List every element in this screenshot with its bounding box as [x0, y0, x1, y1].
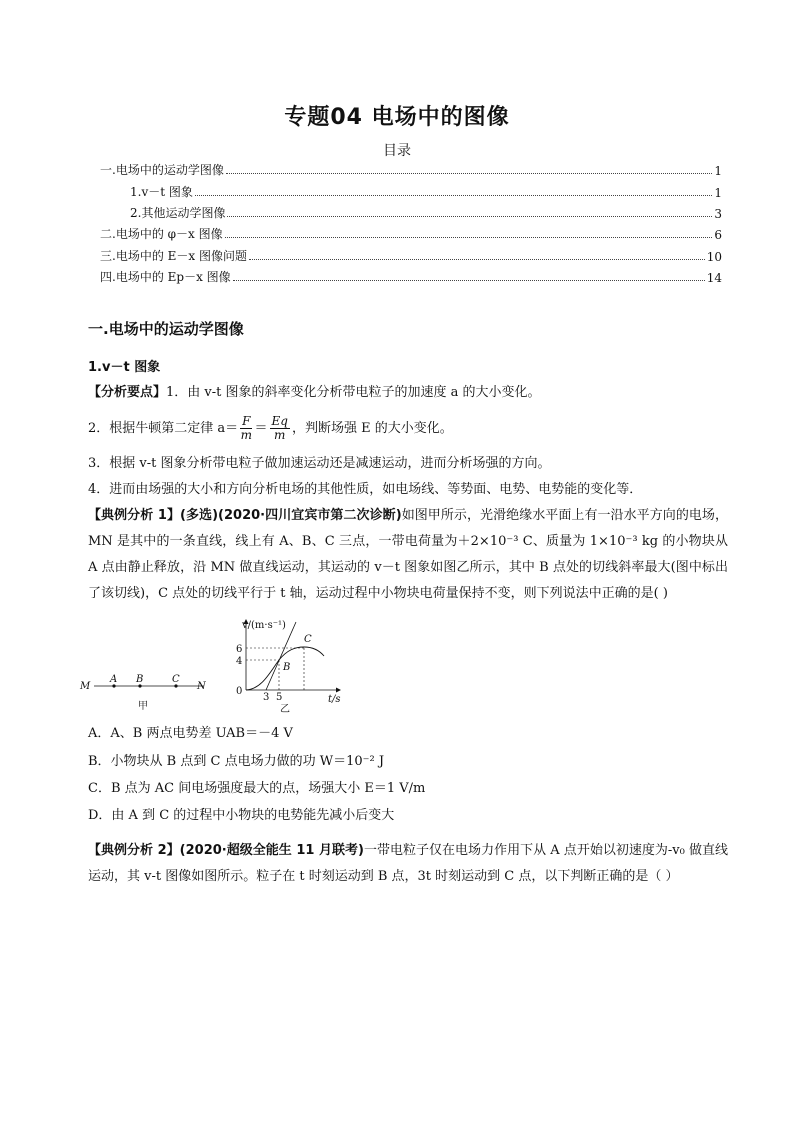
figure-a-line-mn: [79, 674, 207, 712]
frac-numerator: Eq: [271, 414, 288, 428]
toc-item-label: 一.电场中的运动学图像: [100, 163, 224, 177]
fraction-f-over-m: [240, 415, 252, 442]
y-tick-4: 4: [236, 656, 243, 667]
tangent-at-b: [266, 622, 296, 690]
option-c[interactable]: C．B 点为 AC 间电场强度最大的点，场强大小 E＝1 V/m: [88, 781, 426, 796]
toc-item-page: 1: [714, 164, 722, 178]
point-m-label: M: [80, 681, 91, 692]
x-tick-5: 5: [276, 692, 283, 703]
fraction-eq-over-m: [270, 415, 290, 442]
example-1-label: 【典例分析 1】(多选)(2020·四川宜宾市第二次诊断): [88, 508, 402, 523]
toc-leader: [249, 259, 705, 260]
page-title: 专题04 电场中的图像: [284, 105, 510, 130]
key-point-4: 4．进而由场强的大小和方向分析电场的其他性质，如电场线、等势面、电势、电势能的变化等．: [88, 482, 643, 497]
x-tick-3: 3: [263, 692, 270, 703]
toc-item-label: 1.v－t 图象: [130, 185, 193, 199]
frac-denominator: m: [274, 428, 286, 442]
toc-leader: [225, 237, 713, 238]
point-a-label: A: [110, 674, 118, 685]
key-point-2: [88, 409, 728, 449]
point-n-label: N: [197, 681, 206, 692]
example-2-text: 一带电粒子仅在电场力作用下从 A 点开始以初速度为-v₀ 做直线运动，其 v-t 图像如图所示。粒子在 t 时刻运动到 B 点，3t 时刻运动到 C 点，以下判断正确的是（ ）: [88, 843, 729, 884]
frac-denominator: m: [240, 428, 253, 442]
figure-b-vt-graph: [236, 619, 341, 715]
example-2-label: 【典例分析 2】(2020·超级全能生 11 月联考): [88, 843, 364, 858]
figure-b-caption: 乙: [280, 704, 290, 715]
point-c-label: C: [172, 674, 180, 685]
toc-item-page: 3: [714, 207, 722, 221]
toc-item-page: 6: [714, 228, 722, 242]
toc-leader: [226, 173, 713, 174]
toc-item-label: 二.电场中的 φ－x 图像: [100, 227, 223, 241]
toc-leader: [195, 195, 712, 196]
example-1-figures: [76, 614, 366, 716]
toc-item-5[interactable]: [100, 246, 722, 264]
toc-item-page: 14: [706, 271, 722, 285]
example-2: [88, 838, 728, 890]
option-a[interactable]: A．A、B 两点电势差 UAB＝－4 V: [88, 726, 293, 741]
figure-a-caption: 甲: [138, 701, 148, 712]
subsection-heading: 1.v－t 图象: [88, 360, 161, 375]
toc-item-page: 10: [706, 250, 722, 264]
toc-item-label: 三.电场中的 E－x 图像问题: [100, 249, 247, 263]
v-axis-label: v/(m·s⁻¹): [242, 620, 286, 631]
t-axis-label: t/s: [328, 694, 341, 705]
curve-point-c: C: [304, 634, 312, 645]
toc-item-label: 2.其他运动学图像: [130, 206, 226, 220]
origin-label: 0: [236, 686, 243, 697]
option-d[interactable]: D．由 A 到 C 的过程中小物块的电势能先减小后变大: [88, 808, 395, 823]
toc-heading: 目录: [383, 143, 411, 159]
key-point-2-suffix: ，判断场强 E 的大小变化。: [291, 421, 453, 436]
key-point-1: [88, 380, 728, 406]
frac-numerator: F: [242, 414, 251, 428]
toc-item-2[interactable]: [130, 182, 722, 200]
key-points-label: 【分析要点】: [88, 385, 167, 400]
toc-item-3[interactable]: [130, 203, 722, 221]
toc-item-4[interactable]: [100, 224, 722, 242]
curve-point-b: B: [283, 662, 291, 673]
t-axis-arrow: [336, 688, 341, 693]
toc-leader: [233, 280, 705, 281]
toc-item-6[interactable]: [100, 267, 722, 285]
equals-sign: ＝: [254, 421, 268, 436]
example-1-text: 如图甲所示，光滑绝缘水平面上有一沿水平方向的电场，MN 是其中的一条直线，线上有 A、B、C 三点，一带电荷量为＋2×10⁻³ C、质量为 1×10⁻³ kg 的小物块从 A 点由静止释放，沿 MN 做直线运动，其运动的 v－t 图象如图乙所示，其中 B 点处的切线斜率最大(图中标出了该切线)，C 点处的切线平行于 t 轴，运动过程中小物块电荷量保持不变，则下列说法中正确的是( ): [88, 508, 728, 601]
example-1: [88, 503, 728, 607]
toc-item-label: 四.电场中的 Ep－x 图像: [100, 270, 231, 284]
toc-item-page: 1: [714, 186, 722, 200]
point-b-label: B: [136, 674, 144, 685]
key-point-2-prefix: 2．根据牛顿第二定律 a＝: [88, 421, 239, 436]
section-heading: 一.电场中的运动学图像: [88, 320, 244, 338]
y-tick-6: 6: [236, 644, 243, 655]
toc-item-1[interactable]: [100, 160, 722, 178]
key-point-1-text: 1．由 v-t 图象的斜率变化分析带电粒子的加速度 a 的大小变化。: [166, 385, 541, 400]
key-point-3: 3．根据 v-t 图象分析带电粒子做加速运动还是减速运动，进而分析场强的方向。: [88, 456, 551, 471]
toc-leader: [227, 216, 712, 217]
option-b[interactable]: B．小物块从 B 点到 C 点电场力做的功 W＝10⁻² J: [88, 754, 385, 769]
